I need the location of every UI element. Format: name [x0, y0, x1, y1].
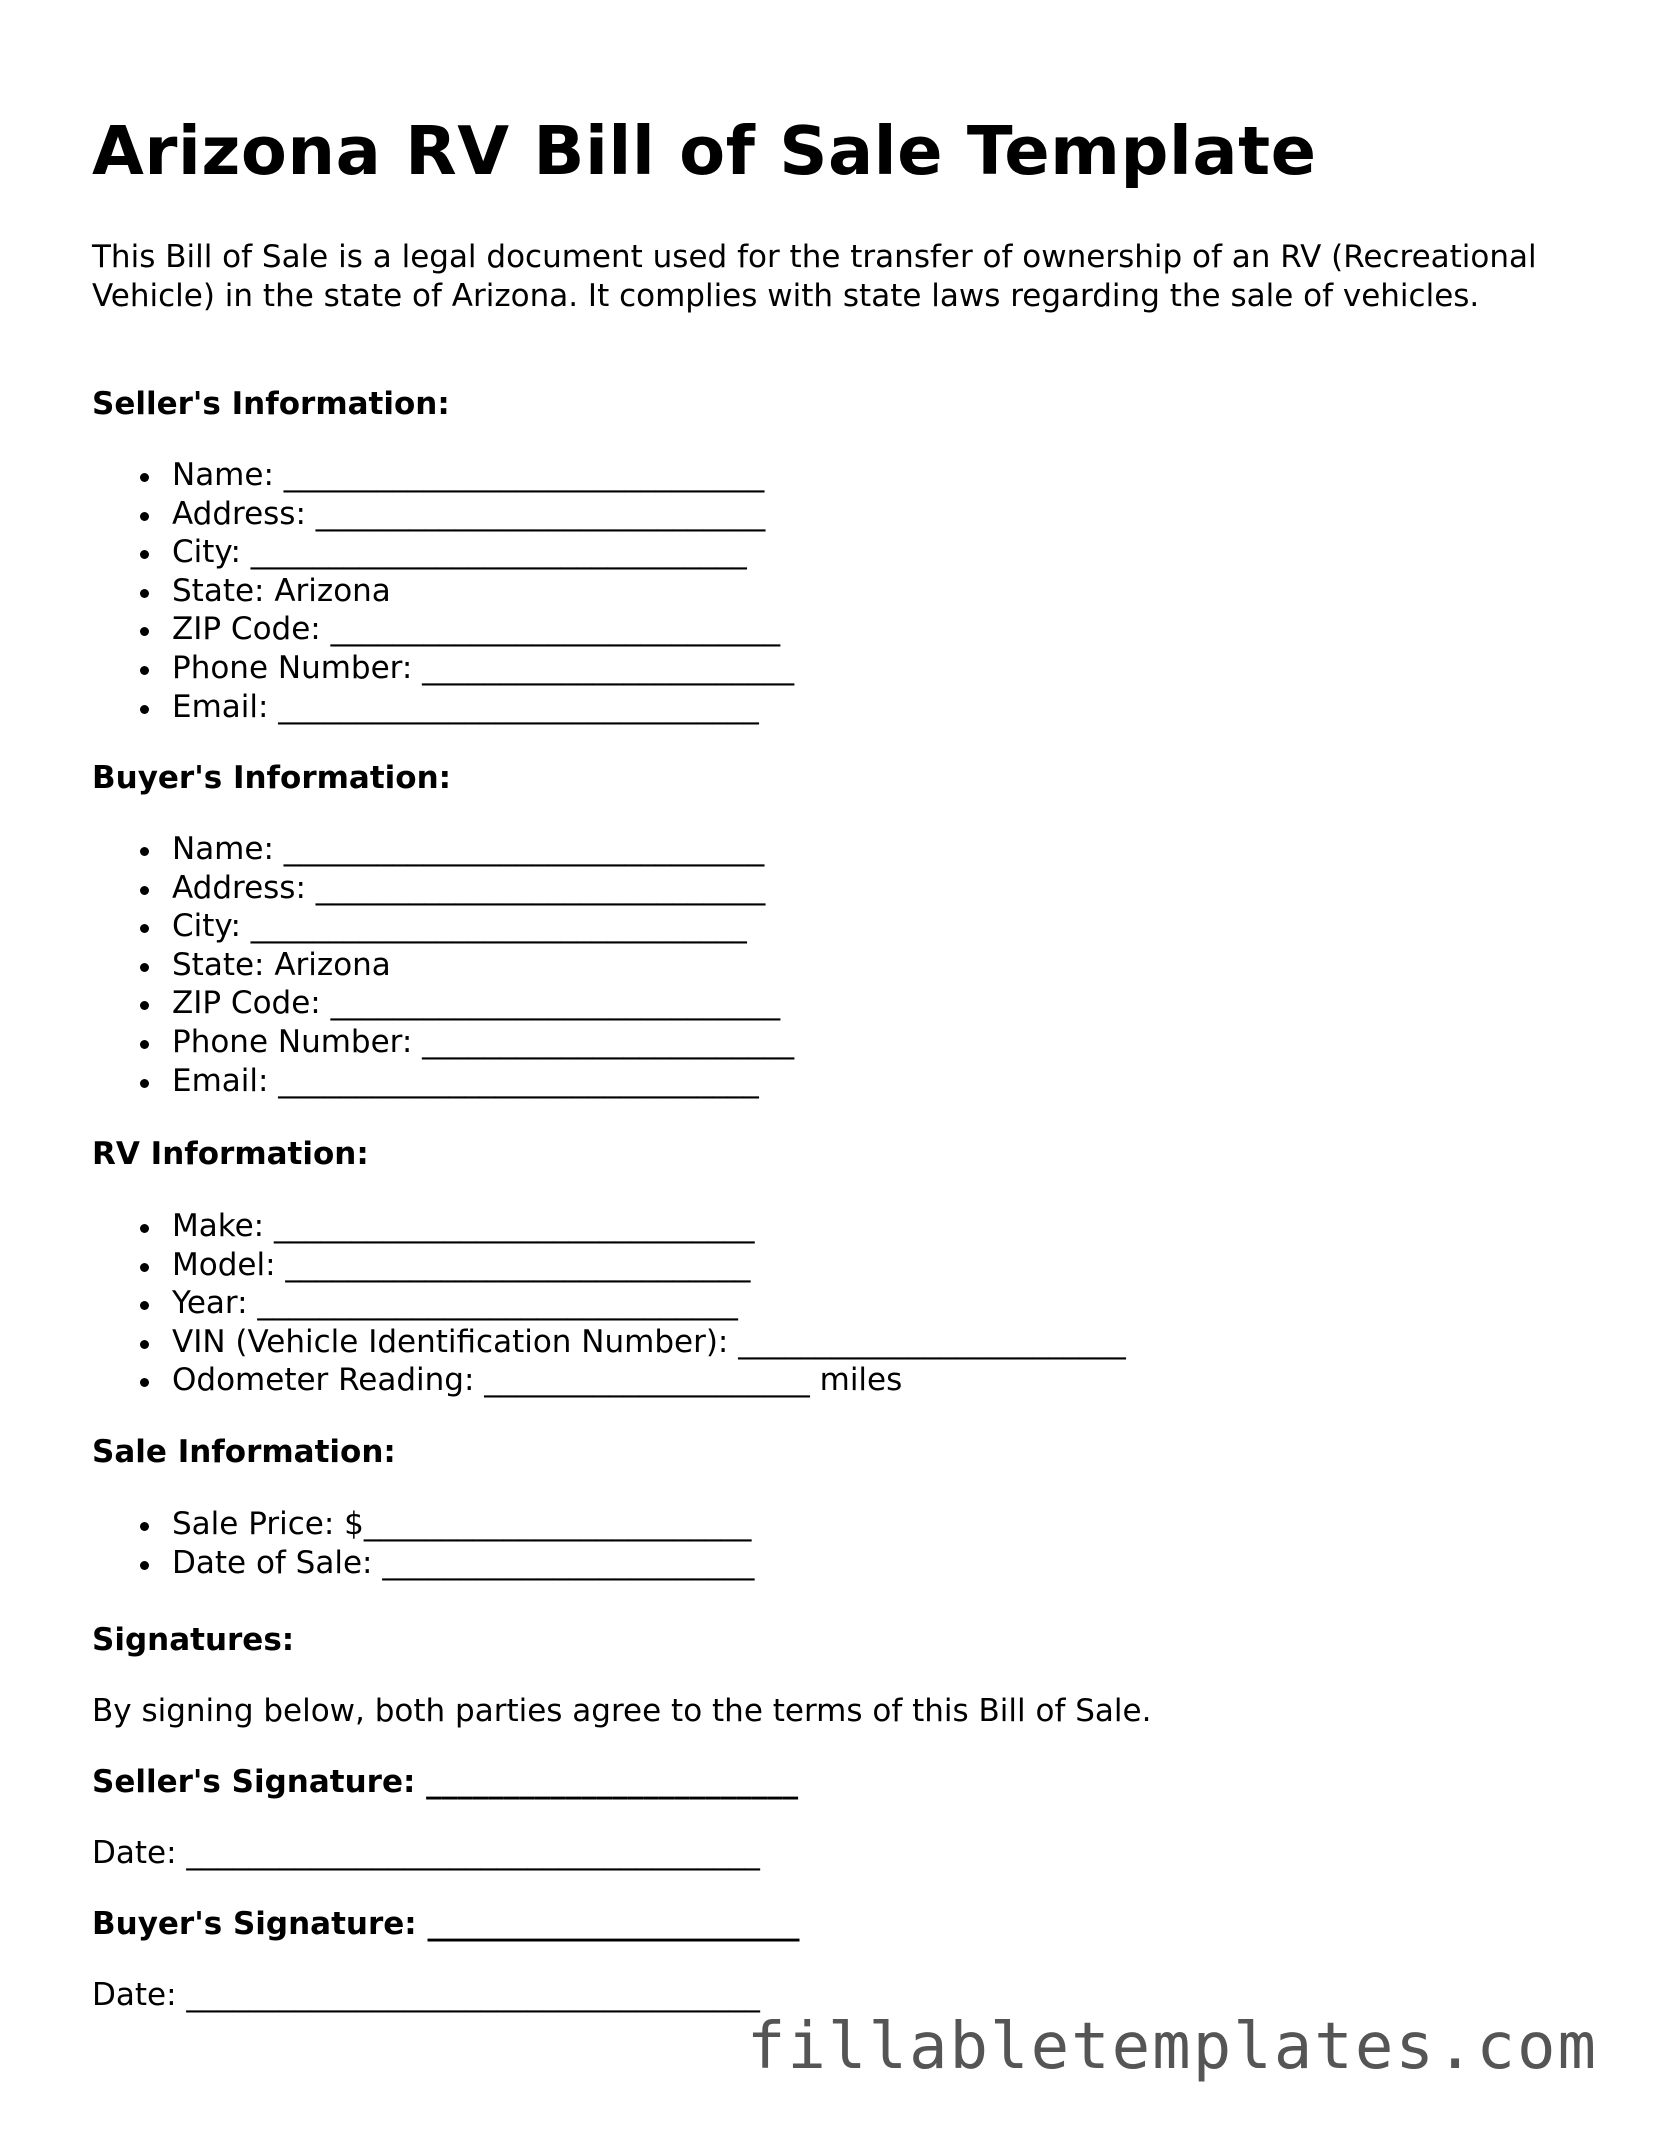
rv-heading: RV Information: — [92, 1136, 369, 1172]
seller-heading: Seller's Information: — [92, 386, 450, 422]
rv-fields — [92, 1207, 1126, 1400]
rv-make-field[interactable]: Make: _______________________________ — [92, 1207, 1126, 1246]
agreement-text: By signing below, both parties agree to the terms of this Bill of Sale. — [92, 1693, 1152, 1729]
seller-email-field[interactable]: Email: _______________________________ — [92, 688, 794, 727]
seller-date-line[interactable]: Date: _____________________________________ — [92, 1835, 760, 1871]
buyer-email-field[interactable]: Email: _______________________________ — [92, 1062, 794, 1101]
seller-name-field[interactable]: Name: _______________________________ — [92, 456, 794, 495]
buyer-phone-field[interactable]: Phone Number: ________________________ — [92, 1023, 794, 1062]
seller-signature-line[interactable]: Seller's Signature: ________________________ — [92, 1764, 799, 1800]
sale-heading: Sale Information: — [92, 1434, 396, 1470]
buyer-state-field: State: Arizona — [92, 946, 794, 985]
seller-address-field[interactable]: Address: _____________________________ — [92, 495, 794, 534]
buyer-address-field[interactable]: Address: _____________________________ — [92, 869, 794, 908]
buyer-name-field[interactable]: Name: _______________________________ — [92, 830, 794, 869]
buyer-heading: Buyer's Information: — [92, 760, 452, 796]
sale-date-field[interactable]: Date of Sale: ________________________ — [92, 1544, 754, 1583]
sale-fields — [92, 1505, 754, 1582]
rv-odometer-field[interactable]: Odometer Reading: _____________________ miles — [92, 1361, 1126, 1400]
rv-vin-field[interactable]: VIN (Vehicle Identification Number): _________________________ — [92, 1323, 1126, 1362]
sale-price-field[interactable]: Sale Price: $_________________________ — [92, 1505, 754, 1544]
seller-city-field[interactable]: City: ________________________________ — [92, 533, 794, 572]
buyer-date-line[interactable]: Date: _____________________________________ — [92, 1977, 760, 2013]
intro-paragraph: This Bill of Sale is a legal document used for the transfer of ownership of an RV (Recreational Vehicle) in the state of Arizona. It complies with state laws regarding the sale of vehicles. — [92, 239, 1537, 314]
seller-state-field: State: Arizona — [92, 572, 794, 611]
rv-year-field[interactable]: Year: _______________________________ — [92, 1284, 1126, 1323]
watermark: fillabletemplates.com — [746, 2010, 1598, 2084]
signatures-heading: Signatures: — [92, 1622, 295, 1658]
seller-phone-field[interactable]: Phone Number: ________________________ — [92, 649, 794, 688]
buyer-signature-line[interactable]: Buyer's Signature: ________________________ — [92, 1906, 800, 1942]
page-title: Arizona RV Bill of Sale Template — [92, 112, 1317, 190]
seller-zip-field[interactable]: ZIP Code: _____________________________ — [92, 610, 794, 649]
buyer-zip-field[interactable]: ZIP Code: _____________________________ — [92, 984, 794, 1023]
buyer-city-field[interactable]: City: ________________________________ — [92, 907, 794, 946]
buyer-fields — [92, 830, 794, 1100]
rv-model-field[interactable]: Model: ______________________________ — [92, 1246, 1126, 1285]
seller-fields — [92, 456, 794, 726]
